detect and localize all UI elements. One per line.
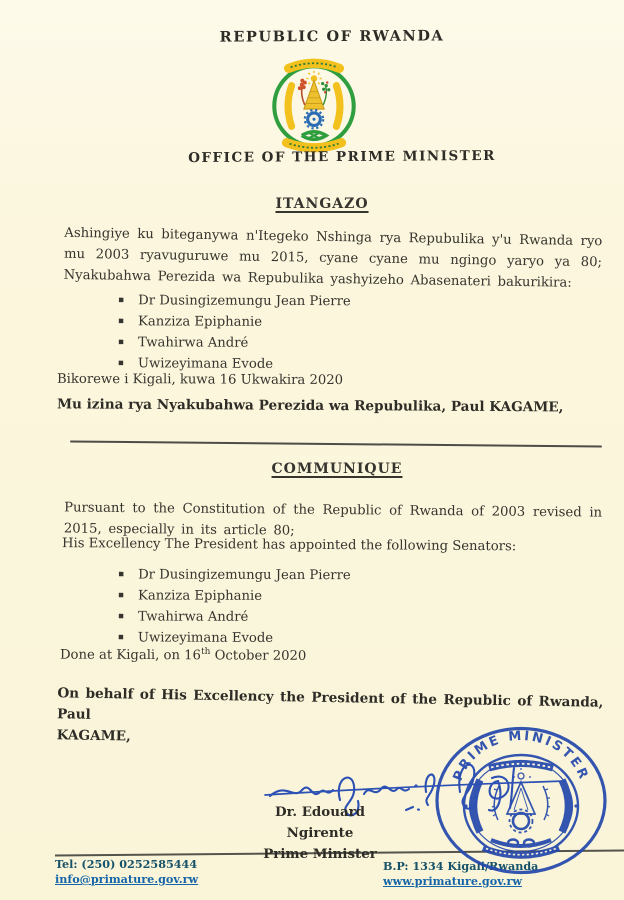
date-ordinal-suffix: th (200, 646, 211, 657)
signatory-block (240, 802, 400, 865)
itangazo-heading-text: ITANGAZO (275, 196, 369, 212)
emblem-top-banner (289, 63, 340, 68)
itangazo-signoff: Mu izina rya Nyakubahwa Perezida wa Repubulika, Paul KAGAME, (56, 396, 564, 416)
list-item: ▪ Uwizeyimana Evode (118, 354, 478, 375)
office-title: OFFICE OF THE PRIME MINISTER (188, 147, 496, 167)
footer-contact-left (55, 857, 198, 887)
communique-appointment-line: His Excellency The President has appointed the following Senators: (61, 536, 517, 555)
itangazo-section-heading (10, 196, 624, 212)
emblem-coffee-branch (321, 81, 330, 105)
footer-email-link[interactable]: info@primature.gov.rw (55, 872, 199, 886)
communique-heading-text: COMMUNIQUE (271, 461, 403, 477)
communique-body-paragraph: Pursuant to the Constitution of the Republic of Rwanda of 2003 revised in 2015, especially in its article 80; (63, 500, 603, 539)
list-item: ▪ Kanziza Epiphanie (118, 586, 478, 607)
list-item: ▪ Uwizeyimana Evode (118, 628, 478, 649)
list-item: ▪ Dr Dusingizemungu Jean Pierre (118, 565, 478, 586)
footer-telephone: Tel: (250) 0252585444 (55, 857, 198, 871)
date-prefix: Done at Kigali, on 16 (59, 647, 202, 664)
emblem-sorghum-branch (298, 79, 307, 105)
itangazo-senator-list (118, 291, 478, 377)
stamp-title-text: PRIME MINISTER (450, 728, 592, 784)
date-suffix: October 2020 (210, 648, 307, 664)
itangazo-place-date: Bikorewe i Kigali, kuwa 16 Ukwakira 2020 (56, 371, 344, 389)
section-divider-line (70, 440, 602, 447)
rwanda-coat-of-arms-icon (258, 55, 370, 157)
list-item: ▪ Twahirwa André (118, 333, 478, 354)
list-item: ▪ Dr Dusingizemungu Jean Pierre (118, 291, 478, 312)
footer-postal-address: B.P: 1334 Kigali/Rwanda (383, 859, 539, 873)
itangazo-body-paragraph: Ashingiye ku biteganywa n'Itegeko Nshinga rya Repubulika y'u Rwanda ryo mu 2003 ryavuguruwe mu 2015, cyane cyane mu ngingo yaryo ya 80; Nyakubahwa Perezida wa Repubulika yashyizeho Abasenateri bakurikira: (63, 225, 603, 291)
emblem-cog-icon (305, 110, 323, 128)
emblem-bottom-banner (287, 143, 342, 148)
communique-section-heading (25, 461, 624, 477)
signatory-title: Prime Minister (263, 846, 377, 862)
republic-title: REPUBLIC OF RWANDA (219, 27, 445, 46)
signoff-line-2: KAGAME, (56, 727, 131, 745)
emblem-basket (304, 78, 324, 109)
footer-website-link[interactable]: www.primature.gov.rw (383, 874, 522, 888)
communique-place-date (60, 646, 600, 669)
signoff-line-1: On behalf of His Excellency the President of the Republic of Rwanda, Paul (56, 685, 604, 723)
list-item: ▪ Twahirwa André (118, 607, 478, 628)
emblem-knot (302, 132, 326, 140)
signatory-name: Dr. Edouard Ngirente (274, 804, 366, 841)
list-item: ▪ Kanziza Epiphanie (118, 312, 478, 333)
communique-senator-list (118, 565, 478, 650)
